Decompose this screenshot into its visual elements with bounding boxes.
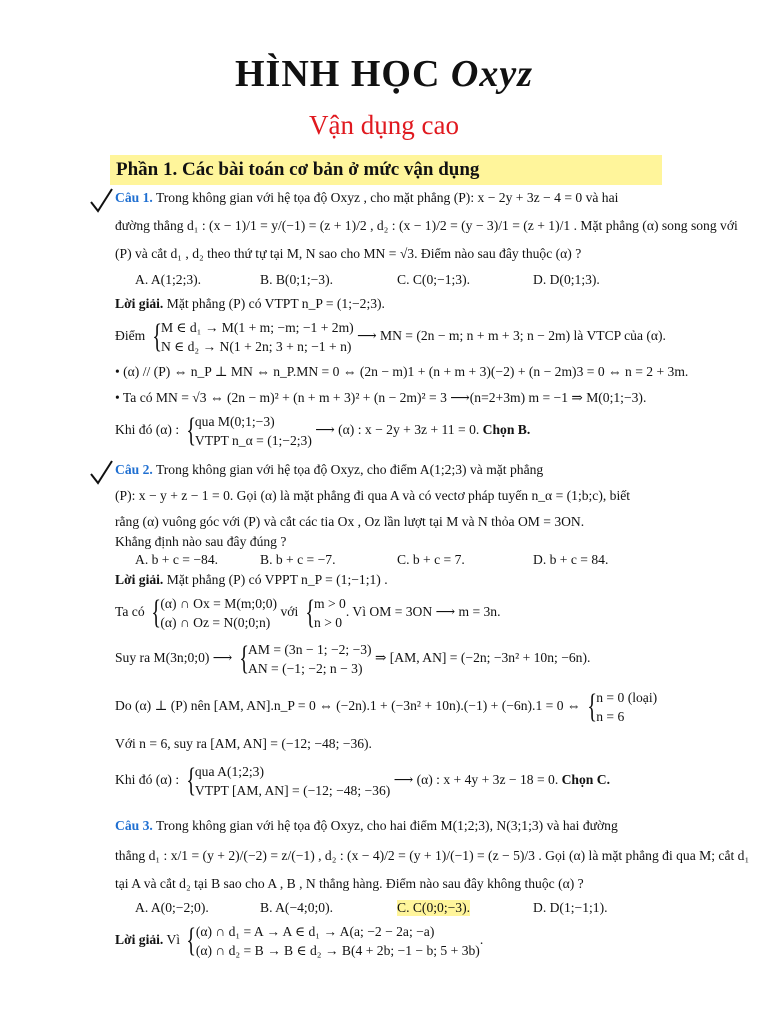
q3-option-a: A. A(0;−2;0). (135, 900, 209, 915)
checkmark-icon-q2 (88, 458, 114, 486)
page-subtitle: Vận dụng cao (309, 110, 459, 140)
q2-option-b: B. b + c = −7. (260, 552, 336, 567)
q1-option-c: C. C(0;−1;3). (397, 272, 470, 287)
q1-solution-system-2: Khi đó (α) : {qua M(0;1;−3) VTPT n_α = (1;−2;3) ⟶ (α) : x − 2y + 3z + 11 = 0. Chọn B. (115, 412, 531, 449)
q1-line-2: đường thẳng d₁ : (x − 1)/1 = y/(−1) = (z + 1)/2 , d₂ : (x − 1)/2 = (y − 3)/1 = (z + 1)/1 . Mặt phẳng (α) song song với (115, 218, 738, 233)
q3-option-d: D. D(1;−1;1). (533, 900, 608, 915)
q2-solution-system-3: Do (α) ⊥ (P) nên [AM, AN].n_P = 0 ⇔ (−2n).1 + (−3n² + 10n).(−1) + (−6n).1 = 0 ⇔ {n = 0 (loại) n = 6 (115, 688, 658, 725)
q3-line-1: Câu 3. Trong không gian với hệ tọa độ Oxyz, cho hai điểm M(1;2;3), N(3;1;3) và hai đường (115, 818, 618, 833)
q2-option-d: D. b + c = 84. (533, 552, 609, 567)
q2-solution-line-1: Lời giải. Mặt phẳng (P) có VPPT n_P = (1;−1;1) . (115, 572, 388, 587)
q1-label: Câu 1. (115, 190, 153, 205)
q3-solution-system-1: Lời giải. Vì {(α) ∩ d₁ = A → A ∈ d₁ → A(a; −2 − 2a; −a) (α) ∩ d₂ = B → B ∈ d₂ → B(4 + 2b; −1 − b; 5 + 3b). (115, 922, 484, 959)
q1-line-3: (P) và cắt d₁ , d₂ theo thứ tự tại M, N sao cho MN = √3. Điểm nào sau đây thuộc (α) ? (115, 246, 582, 261)
q2-line-4: Khẳng định nào sau đây đúng ? (115, 534, 287, 549)
q2-solution-system-2: Suy ra M(3n;0;0) ⟶ {AM = (3n − 1; −2; −3) AN = (−1; −2; n − 3) ⇒ [AM, AN] = (−2n; −3n² + 10n; −6n). (115, 640, 591, 677)
q1-option-a: A. A(1;2;3). (135, 272, 202, 287)
q2-solution-system-4: Khi đó (α) : {qua A(1;2;3) VTPT [AM, AN] = (−12; −48; −36) ⟶ (α) : x + 4y + 3z − 18 = 0. Chọn C. (115, 762, 610, 799)
q1-solution-line-4: • Ta có MN = √3 ⇔ (2n − m)² + (n + m + 3)² + (n − 2m)² = 3 ⟶(n=2+3m) m = −1 ⇒ M(0;1;−3). (115, 390, 647, 405)
q3-line-3: tại A và cắt d₂ tại B sao cho A , B , N thẳng hàng. Điểm nào sau đây không thuộc (α) ? (115, 876, 584, 891)
checkmark-icon-q1 (88, 186, 114, 214)
q1-solution-line-1: Lời giải. Mặt phẳng (P) có VTPT n_P = (1;−2;3). (115, 296, 385, 311)
q2-line-1: Câu 2. Trong không gian với hệ tọa độ Oxyz, cho điểm A(1;2;3) và mặt phẳng (115, 462, 544, 477)
q1-option-b: B. B(0;1;−3). (260, 272, 333, 287)
page-title: HÌNH HỌC Oxyz (234, 53, 533, 95)
q1-solution-system-1: Điểm {M ∈ d₁ → M(1 + m; −m; −1 + 2m) N ∈ d₂ → N(1 + 2n; 3 + n; −1 + n) ⟶ MN = (2n − m; n + m + 3; n − 2m) là VTCP của (α). (115, 318, 666, 355)
q2-label: Câu 2. (115, 462, 153, 477)
q2-solution-line-5: Với n = 6, suy ra [AM, AN] = (−12; −48; −36). (115, 736, 372, 751)
q2-line-3: rằng (α) vuông góc với (P) và cắt các tia Ox , Oz lần lượt tại M và N thỏa OM = 3ON. (115, 514, 585, 529)
q3-line-2: thẳng d₁ : x/1 = (y + 2)/(−2) = z/(−1) , d₂ : (x − 4)/2 = (y + 1)/(−1) = (z − 5)/3 . Gọi (α) là mặt phẳng đi qua M; cắt d₁ (115, 848, 750, 863)
q2-option-c: C. b + c = 7. (397, 552, 465, 567)
q1-line-1: Câu 1. Trong không gian với hệ tọa độ Oxyz , cho mặt phẳng (P): x − 2y + 3z − 4 = 0 và hai (115, 190, 619, 205)
q3-option-b: B. A(−4;0;0). (260, 900, 333, 915)
q2-line-2: (P): x − y + z − 1 = 0. Gọi (α) là mặt phẳng đi qua A và có vectơ pháp tuyến n_α = (1;b;c), biết (115, 488, 631, 503)
section-heading: Phần 1. Các bài toán cơ bản ở mức vận dụng (110, 155, 662, 185)
q1-solution-line-3: • (α) // (P) ⇔ n_P ⊥ MN ⇔ n_P.MN = 0 ⇔ (2n − m)1 + (n + m + 3)(−2) + (n − 2m)3 = 0 ⇔ n = 2 + 3m. (115, 364, 689, 379)
q2-option-a: A. b + c = −84. (135, 552, 219, 567)
q2-solution-system-1: Ta có {(α) ∩ Ox = M(m;0;0) (α) ∩ Oz = N(0;0;n) với {m > 0 n > 0. Vì OM = 3ON ⟶ m = 3n. (115, 594, 501, 631)
q3-option-c: C. C(0;0;−3). (397, 900, 470, 915)
q3-label: Câu 3. (115, 818, 153, 833)
q1-option-d: D. D(0;1;3). (533, 272, 600, 287)
